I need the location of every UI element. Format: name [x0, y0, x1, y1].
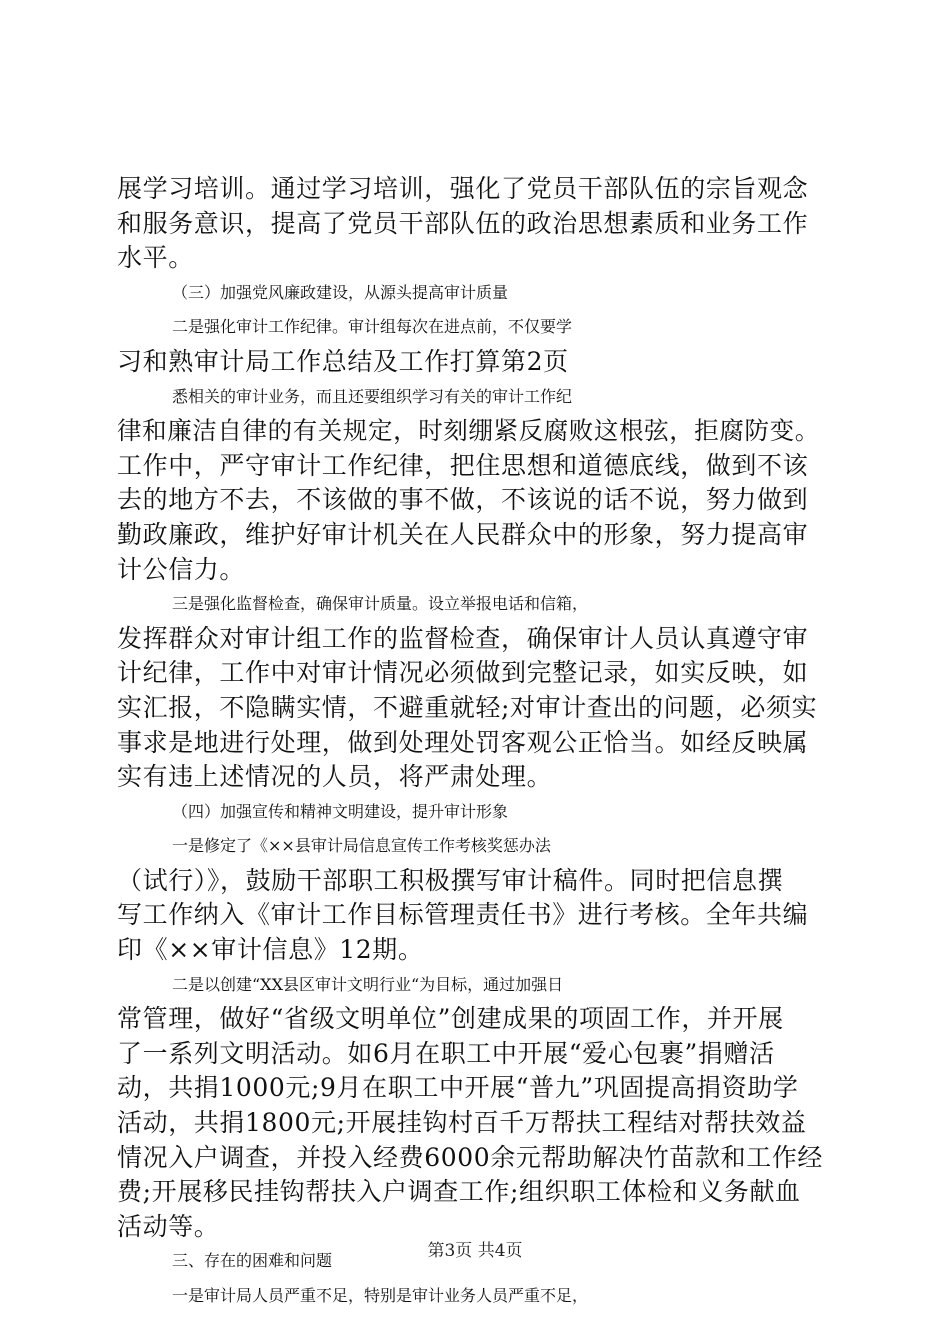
text-line: 常管理，做好“省级文明单位”创建成果的项固工作，并开展	[117, 1004, 784, 1034]
text-line: 实有违上述情况的人员，将严肃处理。	[117, 762, 553, 792]
document-body	[117, 172, 832, 1314]
text-line: 习和熟审计局工作总结及工作打算第2页	[117, 346, 569, 376]
text-line: （三）加强党风廉政建设，从源头提高审计质量	[172, 282, 509, 302]
text-line: （四）加强宣传和精神文明建设，提升审计形象	[172, 801, 509, 821]
page-footer: 第3页 共4页	[427, 1241, 523, 1261]
text-line: 去的地方不去，不该做的事不做，不该说的话不说，努力做到	[117, 485, 809, 515]
text-line: 二是以创建“XX县区审计文明行业“为目标，通过加强日	[172, 974, 564, 994]
text-line: 事求是地进行处理，做到处理处罚客观公正恰当。如经反映属	[117, 727, 809, 757]
text-line: 水平。	[117, 243, 194, 273]
text-line: 动，共捐1000元;9月在职工中开展“普九”巩固提高捐资助学	[117, 1073, 799, 1103]
text-line: 悉相关的审计业务，而且还要组织学习有关的审计工作纪	[172, 386, 573, 406]
text-line: （试行）》，鼓励干部职工积极撰写审计稿件。同时把信息撰	[117, 865, 784, 895]
text-line: 活动等。	[117, 1211, 220, 1241]
text-line: 一是修定了《××县审计局信息宣传工作考核奖惩办法	[172, 836, 551, 856]
text-line: 印《××审计信息》12期。	[117, 935, 424, 965]
text-line: 三、存在的困难和问题	[172, 1251, 333, 1271]
text-line: 一是审计局人员严重不足，特别是审计业务人员严重不足，	[172, 1286, 589, 1305]
text-line: 活动，共捐1800元;开展挂钩村百千万帮扶工程结对帮扶效益	[117, 1108, 807, 1138]
text-line: 律和廉洁自律的有关规定，时刻绷紧反腐败这根弦，拒腐防变。	[117, 416, 820, 446]
text-line: 二是强化审计工作纪律。审计组每次在进点前，不仅要学	[172, 317, 573, 337]
text-line: 和服务意识，提高了党员干部队伍的政治思想素质和业务工作	[117, 208, 809, 238]
text-line: 费;开展移民挂钩帮扶入户调查工作;组织职工体检和义务献血	[117, 1177, 801, 1207]
text-line: 了一系列文明活动。如6月在职工中开展“爱心包裹”捐赠活	[117, 1038, 775, 1068]
text-line: 计纪律，工作中对审计情况必须做到完整记录，如实反映，如	[117, 658, 809, 688]
text-line: 情况入户调查，并投入经费6000余元帮助解决竹苗款和工作经	[117, 1142, 824, 1172]
text-line: 发挥群众对审计组工作的监督检查，确保审计人员认真遵守审	[117, 623, 809, 653]
text-line: 勤政廉政，维护好审计机关在人民群众中的形象，努力提高审	[117, 519, 809, 549]
text-line: 展学习培训。通过学习培训，强化了党员干部队伍的宗旨观念	[117, 174, 809, 203]
text-line: 三是强化监督检查，确保审计质量。设立举报电话和信箱，	[172, 594, 589, 614]
text-line: 工作中，严守审计工作纪律，把住思想和道德底线，做到不该	[117, 450, 809, 480]
text-line: 实汇报，不隐瞒实情，不避重就轻;对审计查出的问题，必须实	[117, 692, 818, 722]
text-line: 计公信力。	[117, 554, 246, 584]
text-line: 写工作纳入《审计工作目标管理责任书》进行考核。全年共编	[117, 900, 809, 930]
